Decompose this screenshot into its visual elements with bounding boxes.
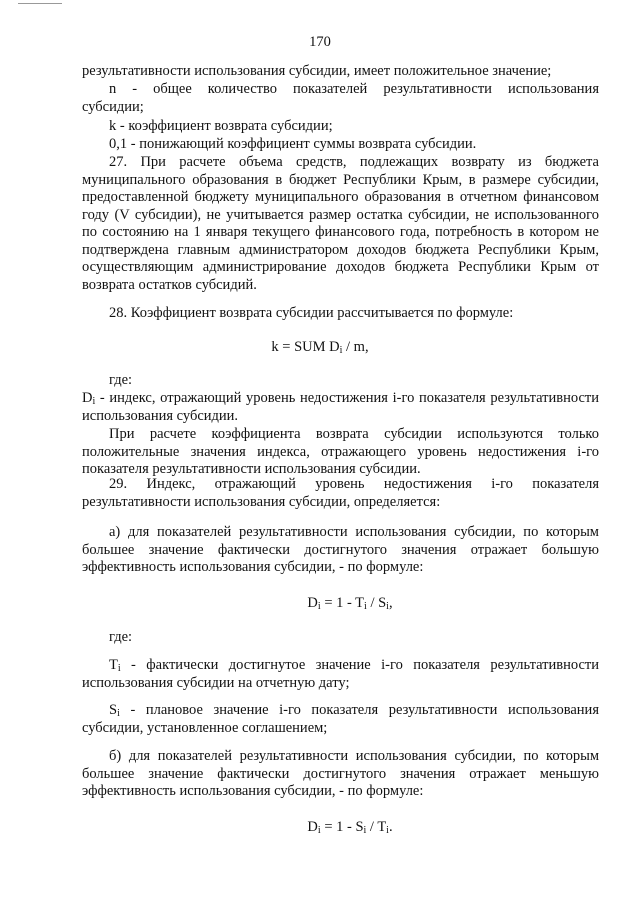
text-line: n - общее количество показателей результативности использования	[109, 81, 599, 97]
ti-definition: $T_i$ - фактически достигнутое значение i-го показателя результативности использования субсидии на отчетную дату;	[82, 657, 599, 691]
paragraph-29: 29. Индекс, отражающий уровень недостижения i-го показателя результативности использования субсидии, определяется:	[82, 476, 599, 510]
paragraph-27: 27. При расчете объема средств, подлежащих возврату из бюджета муниципального образования в бюджет Республики Крым, в размере субсидии, предоставленной бюджету муниципального образования в отчетном финансовом году (V субсидии), не учитывается размер остатка субсидии, не использованного по состоянию на 1 января текущего финансового года, потребность в котором не подтверждена главным администратором доходов бюджета Республики Крым, осуществляющим администрирование доходов бюджета Республики Крым от возврата остатков субсидий.	[82, 154, 599, 293]
text-line: результативности использования субсидии, имеет положительное значение;	[82, 63, 552, 79]
text-line: k - коэффициент возврата субсидии;	[109, 118, 333, 134]
paragraph-a: а) для показателей результативности использования субсидии, по которым большее значение фактически достигнутого значения отражает большую эффективность использования субсидии, - по формуле:	[82, 524, 599, 575]
where-label: где:	[109, 629, 133, 645]
formula-b: $D_i = 1 - S_i / T_i$.	[307, 819, 393, 836]
paragraph-28: 28. Коэффициент возврата субсидии рассчитывается по формуле:	[109, 305, 514, 321]
di-definition: $D_i$ - индекс, отражающий уровень недостижения i-го показателя результативности использования субсидии.	[82, 390, 599, 424]
si-definition: $S_i$ - плановое значение i-го показателя результативности использования субсидии, установленное соглашением;	[82, 702, 599, 736]
formula-k: k = SUM $D_i$ / m,	[271, 339, 369, 356]
paragraph-calc: При расчете коэффициента возврата субсидии используются только положительные значения индекса, отражающего уровень недостижения i-го показателя результативности использования субсидии.	[82, 426, 599, 477]
text-line: субсидии;	[82, 99, 144, 115]
where-label: где:	[109, 372, 133, 388]
page-number: 170	[309, 34, 331, 50]
text-line: 0,1 - понижающий коэффициент суммы возврата субсидии.	[109, 136, 477, 152]
formula-a: $D_i = 1 - T_i / S_i$,	[307, 595, 393, 612]
paragraph-b: б) для показателей результативности использования субсидии, по которым большее значение фактически достигнутого значения отражает меньшую эффективность использования субсидии, - по формуле:	[82, 748, 599, 799]
scan-corner-mark	[18, 0, 62, 4]
